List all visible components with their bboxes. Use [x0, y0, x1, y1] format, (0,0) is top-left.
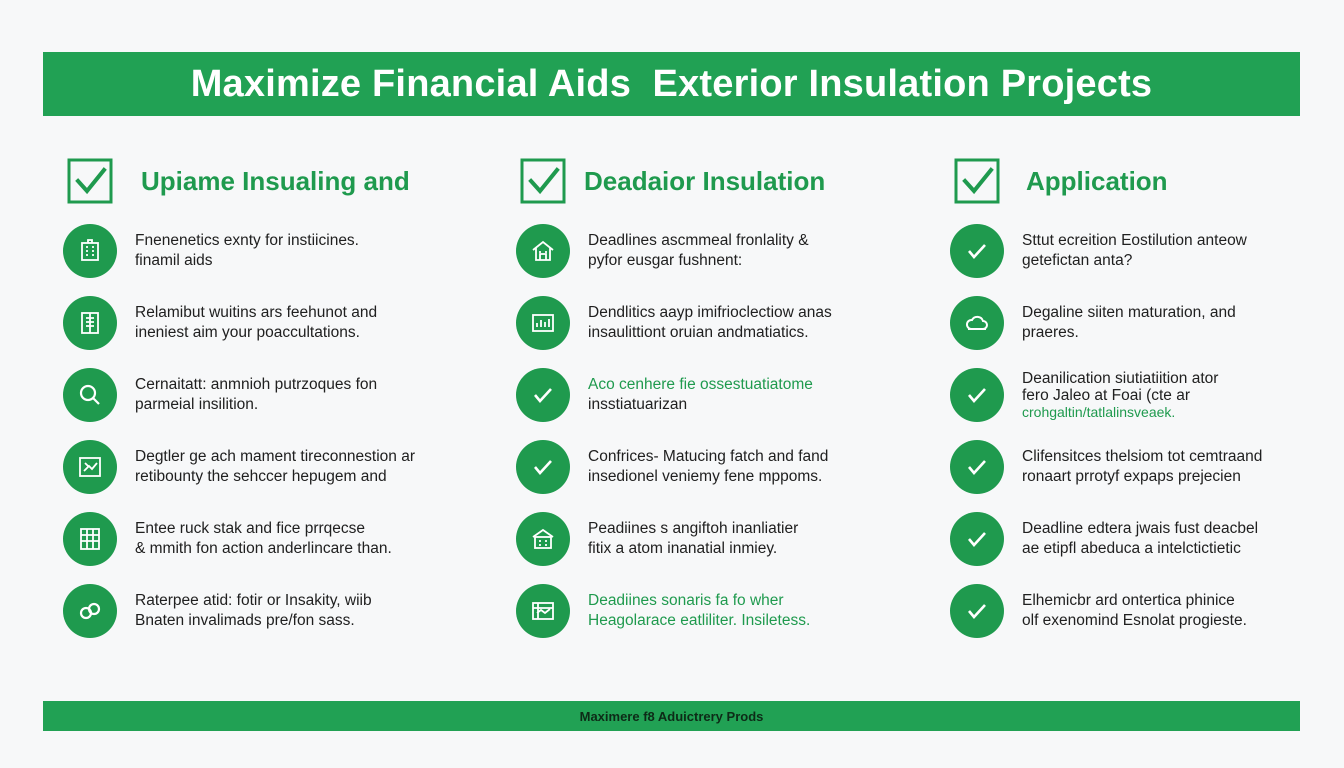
column-title: Upiame Insualing and [141, 165, 410, 196]
checkbox-icon [67, 158, 113, 204]
footer-text: Maximere f8 Aduictrery Prods [579, 708, 764, 724]
item-text: Dendlitics aayp imifrioclectiow anas insaulittiont oruian andmatiatics. [588, 304, 832, 341]
item-text: Cernaitatt: anmnioh putrzoques fon parmeial insilition. [135, 376, 378, 413]
item-text: Aco cenhere fie ossestuatiatome insstiatuarizan [588, 376, 813, 413]
checkbox-icon [520, 158, 566, 204]
item-text: Raterpee atid: fotir or Insakity, wiib Bnaten invalimads pre/fon sass. [135, 592, 372, 629]
column-eligible [67, 158, 416, 629]
column-title: Application [1026, 165, 1168, 196]
check-icon [516, 440, 570, 494]
search-icon [63, 368, 117, 422]
check-icon [950, 368, 1004, 422]
item-text: Deanilication siutiatiition ator fero Jaleo at Foai (cte ar crohgaltin/tatlalinsveaek. [1022, 369, 1219, 420]
title-banner [43, 52, 1300, 116]
building-icon [516, 512, 570, 566]
item-text: Elhemicbr ard ontertica phinice olf exenomind Esnolat progieste. [1022, 592, 1247, 629]
chart-icon [63, 440, 117, 494]
checkbox-icon [954, 158, 1000, 204]
column-deadlines [520, 158, 832, 629]
item-text: Fnenenetics exnty for instiicines. finamil aids [135, 232, 359, 269]
list-item [950, 223, 1247, 279]
link-icon [63, 584, 117, 638]
item-text: Deadline edtera jwais fust deacbel ae etipfl abeduca a intelctictietic [1022, 520, 1259, 557]
item-text: Clifensitces thelsiom tot cemtraand ronaart prrotyf expaps prejecien [1022, 448, 1263, 485]
item-text: Peadiines s angiftoh inanliatier fitix a atom inanatial inmiey. [588, 520, 799, 557]
building-icon [63, 296, 117, 350]
check-icon [950, 440, 1004, 494]
house-icon [516, 224, 570, 278]
list-item [950, 511, 1258, 567]
list-item [950, 367, 1218, 423]
check-icon [950, 584, 1004, 638]
list-item [516, 367, 813, 423]
item-text: Sttut ecreition Eostilution anteow getefictan anta? [1022, 232, 1247, 269]
list-item [63, 367, 377, 423]
column-title: Deadaior Insulation [584, 165, 826, 196]
item-text: Degaline siiten maturation, and praeres. [1022, 304, 1236, 341]
item-text: Degtler ge ach mament tireconnestion ar retibounty the sehccer hepugem and [135, 448, 416, 485]
list-item [63, 223, 359, 279]
list-item [63, 439, 415, 495]
item-text: Confrices- Matucing fatch and fand insedionel veniemy fene mppoms. [588, 448, 829, 485]
list-item [63, 583, 372, 639]
list-item [950, 295, 1236, 351]
check-icon [950, 224, 1004, 278]
list-item [516, 583, 810, 639]
list-item [516, 223, 809, 279]
chart-icon [516, 584, 570, 638]
building-icon [63, 512, 117, 566]
list-item [950, 439, 1262, 495]
check-icon [950, 512, 1004, 566]
list-item [63, 511, 392, 567]
list-item [950, 583, 1247, 639]
list-item [516, 439, 828, 495]
item-text: Relamibut wuitins ars feehunot and ineniest aim your poaccultations. [135, 304, 378, 341]
list-item [63, 295, 377, 351]
item-text: Deadlines ascmmeal fronlality & pyfor eusgar fushnent: [588, 232, 809, 269]
list-item [516, 295, 832, 351]
cloud-icon [950, 296, 1004, 350]
column-header [954, 158, 1168, 204]
column-header [67, 158, 410, 204]
column-header [520, 158, 825, 204]
item-text: Entee ruck stak and fice prrqecse & mmith fon action anderlincare than. [135, 520, 392, 557]
list-item [516, 511, 798, 567]
column-application [954, 158, 1263, 629]
building-icon [63, 224, 117, 278]
check-icon [516, 368, 570, 422]
footer-banner [43, 701, 1300, 731]
item-text: Deadiines sonaris fa fo wher Heagolarace eatliliter. Insiletess. [588, 592, 811, 629]
page-title: Maximize Financial Aids Exterior Insulation Projects [190, 62, 1153, 105]
chart-icon [516, 296, 570, 350]
